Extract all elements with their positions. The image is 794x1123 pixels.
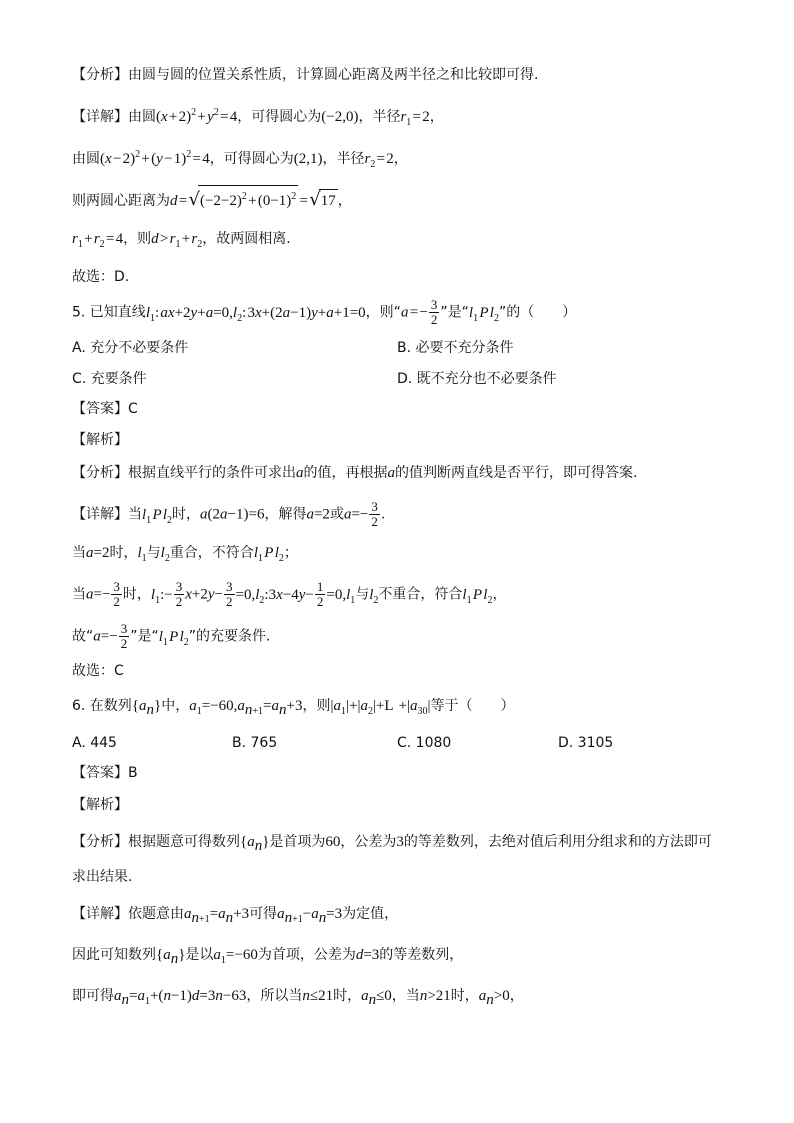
q6-answer: 【答案】B (72, 765, 138, 781)
q5-answer: 【答案】C (72, 401, 138, 417)
q5-analysis: 【分析】根据直线平行的条件可求出a的值，再根据a的值判断两直线是否平行，即可得答案. (72, 465, 638, 481)
q4-detail-line1: 【详解】由圆(x + 2)$^2$ + $y^2$ = 4，可得圆心为(−2,0)，半径$r_1$ = 2， (72, 107, 444, 128)
q4-choice: 故选：D. (72, 269, 130, 285)
q6-stem: 6. 在数列$\{a_n\}$中，$a_1=-60,a_{n+1}=a_n+3$，则$|a_1|+|a_2|+L$ $+|a_{30}|$等于（ ） (72, 698, 515, 718)
q6-option-c: C. 1080 (397, 735, 452, 751)
q6-option-d: D. 3105 (558, 735, 614, 751)
q5-option-b: B. 必要不充分条件 (397, 340, 514, 356)
q6-option-b: B. 765 (232, 735, 278, 751)
q5-detail-line3: 当a=− $\frac{3}{2}$ 时，$l_1:-$ $\frac{3}{2}$ x+2y− $\frac{3}{2}$ $=0,l_2:3x-4y-$ $\frac{1}{2}$ $=0,l_1$与$l_2$不重合，符合$l_1$ P $l_2$， (72, 579, 507, 609)
q5-solution-tag: 【解析】 (72, 432, 128, 448)
q6-solution-tag: 【解析】 (72, 797, 128, 813)
q6-analysis-line1: 【分析】根据题意可得数列$\{a_n\}$是首项为60，公差为3的等差数列，去绝对值后利用分组求和的方法即可 (72, 834, 712, 854)
q6-detail-line1: 【详解】依题意由$a_{n+1}=a_n+3$可得$a_{n+1}-a_n=3$为定值， (72, 906, 399, 926)
q5-option-a: A. 充分不必要条件 (72, 340, 189, 356)
q4-detail-line2: 由圆(x − 2)$^2$ + (y − 1)$^2$ = 4，可得圆心为(2,1)，半径$r_2$ = 2， (72, 149, 408, 170)
q6-option-a: A. 445 (72, 735, 117, 751)
q4-analysis: 【分析】由圆与圆的位置关系性质，计算圆心距离及两半径之和比较即可得. (72, 67, 539, 83)
analysis-tag: 【分析】 (72, 67, 128, 83)
q5-stem: 5. 已知直线$l_1$: $ax+2y+a=0,l_2$: 3x+(2a−1)y+a+1=0，则“a = − $\frac{3}{2}$ ”是“$l_1$ P $l_2$”的（ ） (72, 297, 577, 327)
q6-analysis-line2: 求出结果. (72, 869, 133, 885)
q4-detail-line4: $r_1$ + $r_2$ = 4，则d > $r_1$ + $r_2$，故两圆相离. (72, 231, 291, 250)
q5-detail-line1: 【详解】当$l_1$ P $l_2$时，a(2a−1)=6，解得a=2或a=− $\frac{3}{2}$ . (72, 499, 386, 529)
q5-choice: 故选：C (72, 663, 124, 679)
q5-detail-line2: 当a=2时，$l_1$与$l_2$重合，不符合$l_1$ P $l_2$； (72, 545, 298, 564)
q5-option-d: D. 既不充分也不必要条件 (397, 371, 557, 387)
q6-detail-line3: 即可得$a_n=a_1+(n-1)d=3n-63$，所以当n≤21时，$a_n\le 0$，当n>21时，$a_n>0$， (72, 988, 524, 1008)
q4-detail-line3: 则两圆心距离为d = $√(-2-2)^2$ + $(0-1)^2$ = √17 ， (72, 185, 352, 212)
q6-detail-line2: 因此可知数列$\{a_n\}$是以$a_1=-60$为首项，公差为d=3的等差数列， (72, 947, 464, 967)
q5-option-c: C. 充要条件 (72, 371, 147, 387)
q5-detail-line4: 故“a=− $\frac{3}{2}$ ”是“$l_1$ P $l_2$”的充要条件. (72, 621, 271, 651)
